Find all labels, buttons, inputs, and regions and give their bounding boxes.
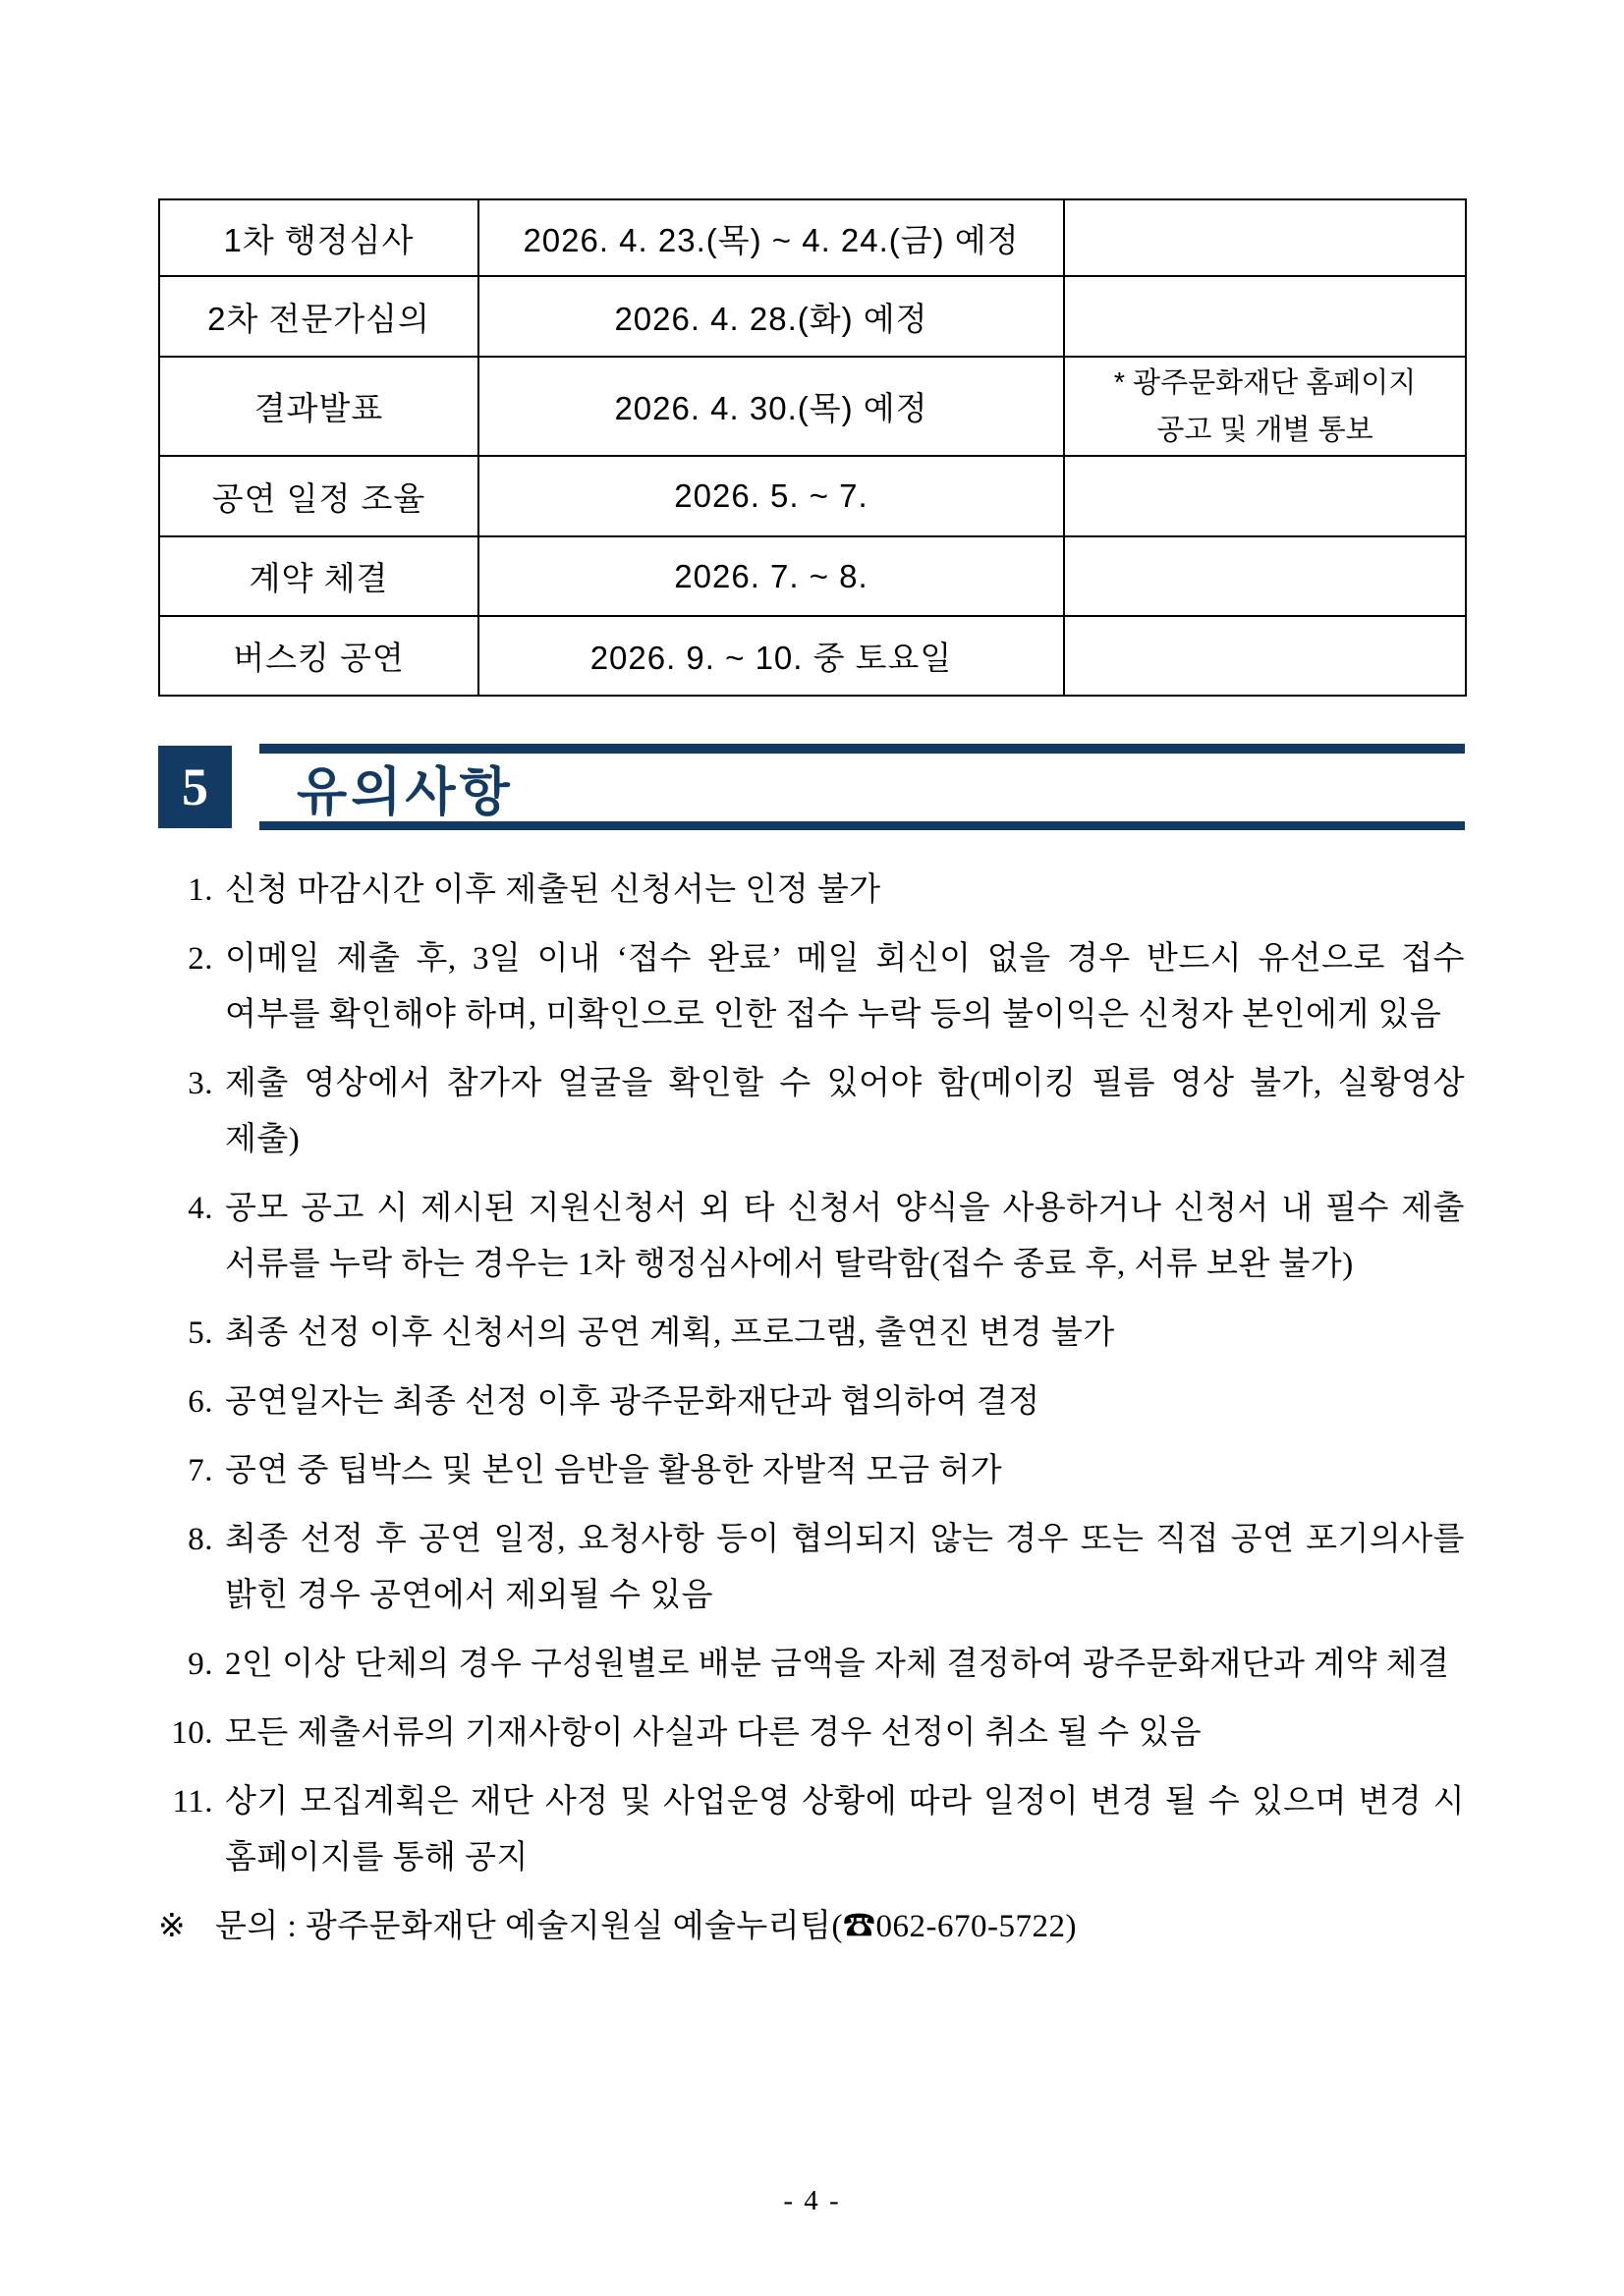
- item-text: 2인 이상 단체의 경우 구성원별로 배분 금액을 자체 결정하여 광주문화재단과 계약 체결: [225, 1647, 1450, 1682]
- reference-mark: ※: [158, 1909, 187, 1944]
- list-item: [158, 931, 1465, 1043]
- notes-list: [158, 863, 1465, 1955]
- date-cell: 2026. 4. 23.(목) ~ 4. 24.(금) 예정: [478, 199, 1064, 276]
- section-number-badge: 5: [158, 746, 232, 828]
- item-number: 3.: [188, 1066, 213, 1101]
- item-number: 10.: [171, 1715, 213, 1751]
- item-text: 최종 선정 후 공연 일정, 요청사항 등이 협의되지 않는 경우 또는 직접 공연 포기의사를 밝힌 경우 공연에서 제외될 수 있음: [225, 1522, 1465, 1613]
- stage-cell: 버스킹 공연: [159, 616, 478, 696]
- list-item: [158, 1512, 1465, 1624]
- section-title: 유의사항: [297, 762, 514, 821]
- list-item: [158, 1181, 1465, 1293]
- note-cell: [1064, 616, 1466, 696]
- item-text: 상기 모집계획은 재단 사정 및 사업운영 상황에 따라 일정이 변경 될 수 있으며 변경 시 홈페이지를 통해 공지: [225, 1784, 1465, 1876]
- table-row: [159, 536, 1466, 616]
- list-item: [158, 863, 1465, 919]
- item-number: 2.: [188, 941, 213, 977]
- stage-cell: 결과발표: [159, 357, 478, 456]
- stage-cell: 1차 행정심사: [159, 199, 478, 276]
- table-row: [159, 276, 1466, 357]
- item-number: 4.: [188, 1191, 213, 1226]
- item-number: 5.: [188, 1316, 213, 1351]
- schedule-table: [158, 198, 1467, 697]
- table-row: [159, 357, 1466, 456]
- note-cell: [1064, 357, 1466, 456]
- list-item: [158, 1637, 1465, 1693]
- date-cell: 2026. 4. 28.(화) 예정: [478, 276, 1064, 357]
- item-number: 6.: [188, 1384, 213, 1420]
- item-number: 1.: [188, 872, 213, 908]
- note-cell: [1064, 456, 1466, 536]
- note-cell: [1064, 536, 1466, 616]
- item-text: 최종 선정 이후 신청서의 공연 계획, 프로그램, 출연진 변경 불가: [225, 1316, 1115, 1351]
- item-number: 8.: [188, 1522, 213, 1557]
- table-row: [159, 616, 1466, 696]
- list-item: [158, 1774, 1465, 1886]
- list-item: [158, 1706, 1465, 1762]
- item-text: 이메일 제출 후, 3일 이내 ‘접수 완료’ 메일 회신이 없을 경우 반드시 유선으로 접수 여부를 확인해야 하며, 미확인으로 인한 접수 누락 등의 불이익은 신청자 본인에게 있음: [225, 941, 1465, 1033]
- item-number: 9.: [188, 1647, 213, 1682]
- note-cell: [1064, 199, 1466, 276]
- table-row: [159, 456, 1466, 536]
- stage-cell: 계약 체결: [159, 536, 478, 616]
- item-text: 제출 영상에서 참가자 얼굴을 확인할 수 있어야 함(메이킹 필름 영상 불가, 실황영상 제출): [225, 1066, 1465, 1157]
- list-item: [158, 1374, 1465, 1430]
- date-cell: 2026. 9. ~ 10. 중 토요일: [478, 616, 1064, 696]
- item-text: 신청 마감시간 이후 제출된 신청서는 인정 불가: [225, 872, 881, 908]
- contact-line: [158, 1899, 1465, 1955]
- note-line: * 광주문화재단 홈페이지: [1113, 366, 1417, 399]
- contact-text: 문의 : 광주문화재단 예술지원실 예술누리팀(☎062-670-5722): [215, 1909, 1077, 1944]
- item-text: 모든 제출서류의 기재사항이 사실과 다른 경우 선정이 취소 될 수 있음: [225, 1715, 1203, 1751]
- page-number: - 4 -: [783, 2185, 841, 2216]
- list-item: [158, 1443, 1465, 1499]
- item-text: 공연일자는 최종 선정 이후 광주문화재단과 협의하여 결정: [225, 1384, 1040, 1420]
- list-item: [158, 1306, 1465, 1362]
- note-line: 공고 및 개별 통보: [1156, 414, 1373, 446]
- item-text: 공연 중 팁박스 및 본인 음반을 활용한 자발적 모금 허가: [225, 1453, 1003, 1488]
- date-cell: 2026. 7. ~ 8.: [478, 536, 1064, 616]
- item-number: 11.: [172, 1784, 213, 1820]
- stage-cell: 공연 일정 조율: [159, 456, 478, 536]
- item-text: 공모 공고 시 제시된 지원신청서 외 타 신청서 양식을 사용하거나 신청서 내 필수 제출 서류를 누락 하는 경우는 1차 행정심사에서 탈락함(접수 종료 후, 서류 보완 불가): [225, 1191, 1465, 1282]
- item-number: 7.: [188, 1453, 213, 1488]
- section-header: [158, 744, 1465, 830]
- table-row: [159, 199, 1466, 276]
- date-cell: 2026. 4. 30.(목) 예정: [478, 357, 1064, 456]
- list-item: [158, 1056, 1465, 1168]
- section-title-bar: [259, 744, 1465, 830]
- note-cell: [1064, 276, 1466, 357]
- stage-cell: 2차 전문가심의: [159, 276, 478, 357]
- date-cell: 2026. 5. ~ 7.: [478, 456, 1064, 536]
